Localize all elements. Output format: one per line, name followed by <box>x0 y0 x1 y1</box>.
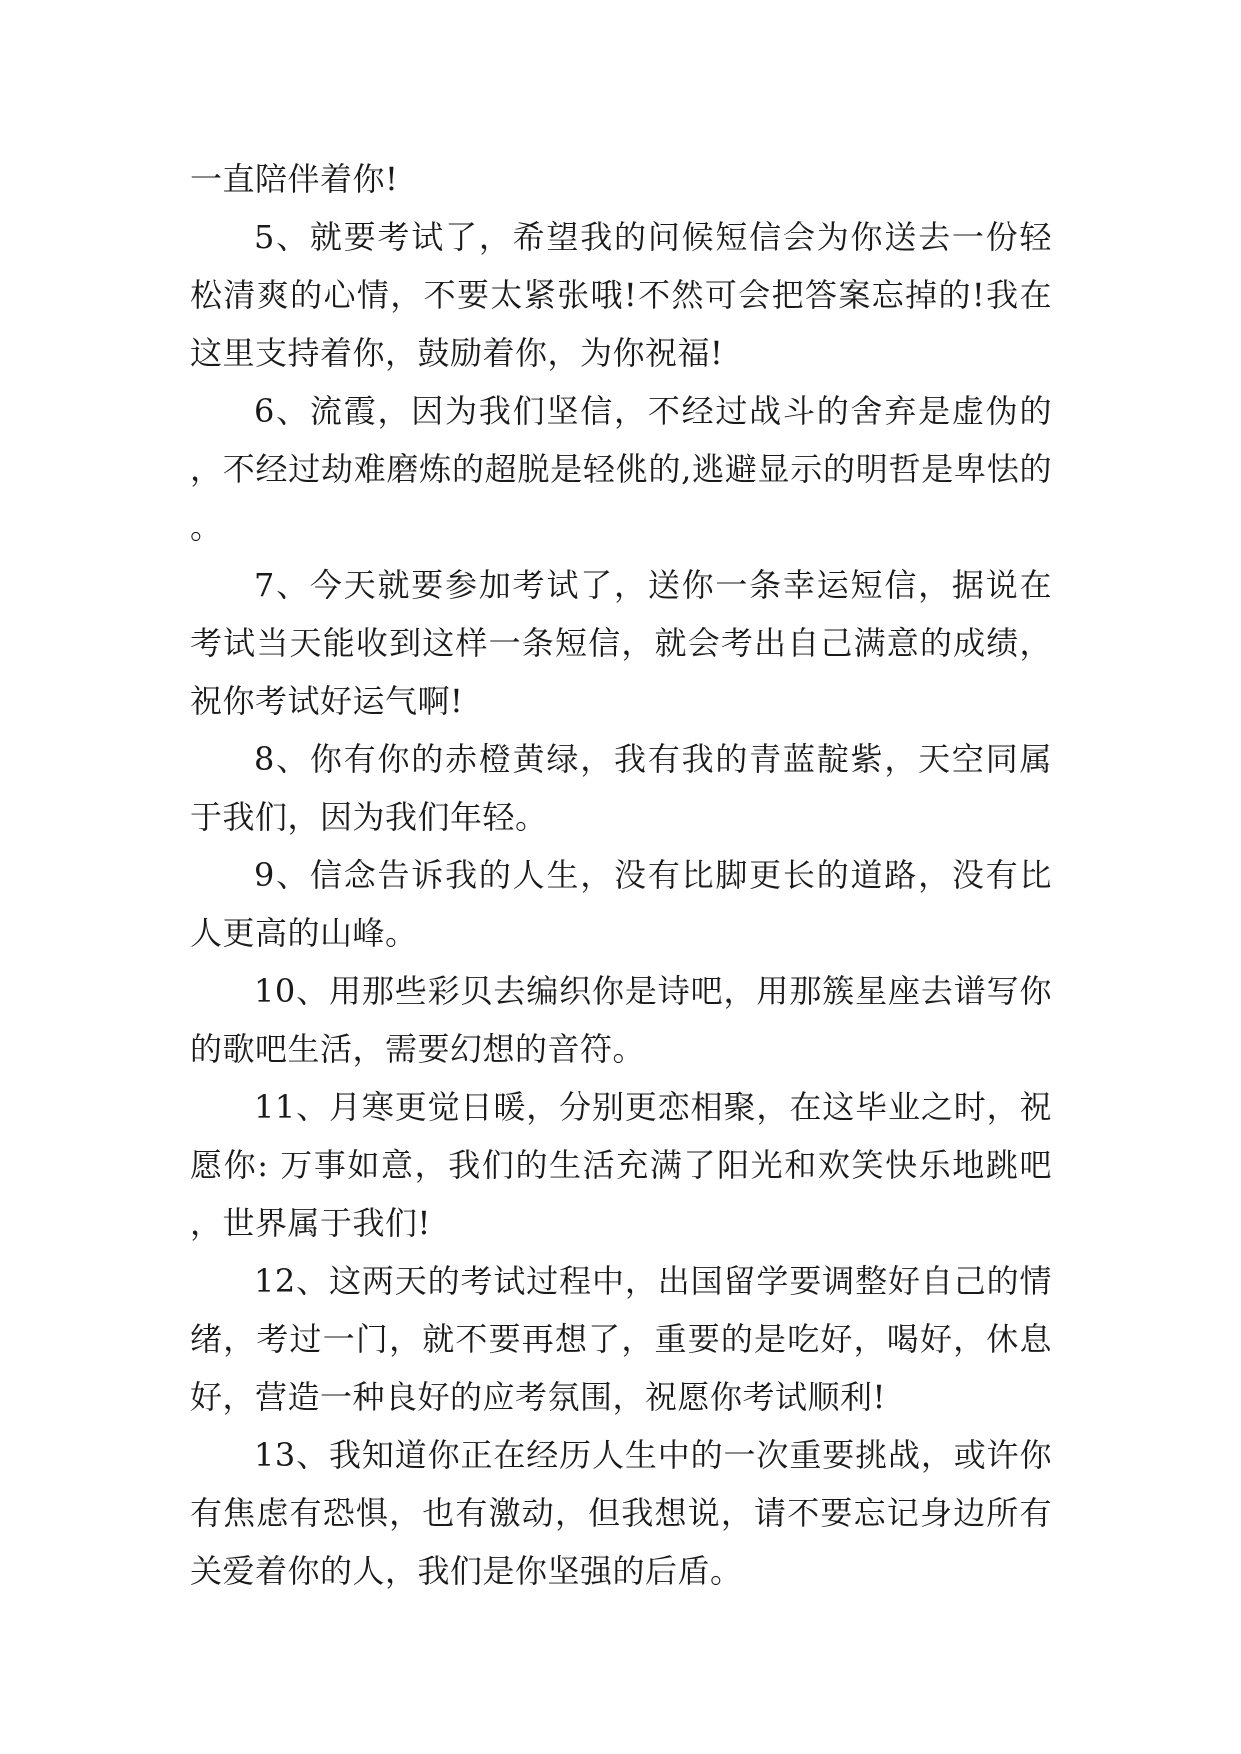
paragraph-item-5: 5、就要考试了，希望我的问候短信会为你送去一份轻松清爽的心情，不要太紧张哦!不然可会把答案忘掉的!我在这里支持着你，鼓励着你，为你祝福! <box>190 218 1052 372</box>
paragraph-item-6: 6、流霞，因为我们坚信，不经过战斗的舍弃是虚伪的，不经过劫难磨炼的超脱是轻佻的,逃避显示的明哲是卑怯的。 <box>190 392 1052 546</box>
paragraph-item-11: 11、月寒更觉日暖，分别更恋相聚，在这毕业之时，祝愿你: 万事如意，我们的生活充满了阳光和欢笑快乐地跳吧，世界属于我们! <box>190 1088 1052 1242</box>
paragraph-item-7: 7、今天就要参加考试了，送你一条幸运短信，据说在考试当天能收到这样一条短信，就会考出自己满意的成绩，祝你考试好运气啊! <box>190 566 1052 720</box>
paragraph-item-13: 13、我知道你正在经历人生中的一次重要挑战，或许你有焦虑有恐惧，也有激动，但我想说，请不要忘记身边所有关爱着你的人，我们是你坚强的后盾。 <box>190 1436 1052 1590</box>
paragraph-item-12: 12、这两天的考试过程中，出国留学要调整好自己的情绪，考过一门，就不要再想了，重要的是吃好，喝好，休息好，营造一种良好的应考氛围，祝愿你考试顺利! <box>190 1262 1052 1416</box>
document-body <box>190 150 1052 1600</box>
paragraph-item-8: 8、你有你的赤橙黄绿，我有我的青蓝靛紫，天空同属于我们，因为我们年轻。 <box>190 740 1052 836</box>
paragraph-continuation: 一直陪伴着你! <box>190 160 399 198</box>
paragraph-item-10: 10、用那些彩贝去编织你是诗吧，用那簇星座去谱写你的歌吧生活，需要幻想的音符。 <box>190 972 1052 1068</box>
paragraph-item-9: 9、信念告诉我的人生，没有比脚更长的道路，没有比人更高的山峰。 <box>190 856 1052 952</box>
